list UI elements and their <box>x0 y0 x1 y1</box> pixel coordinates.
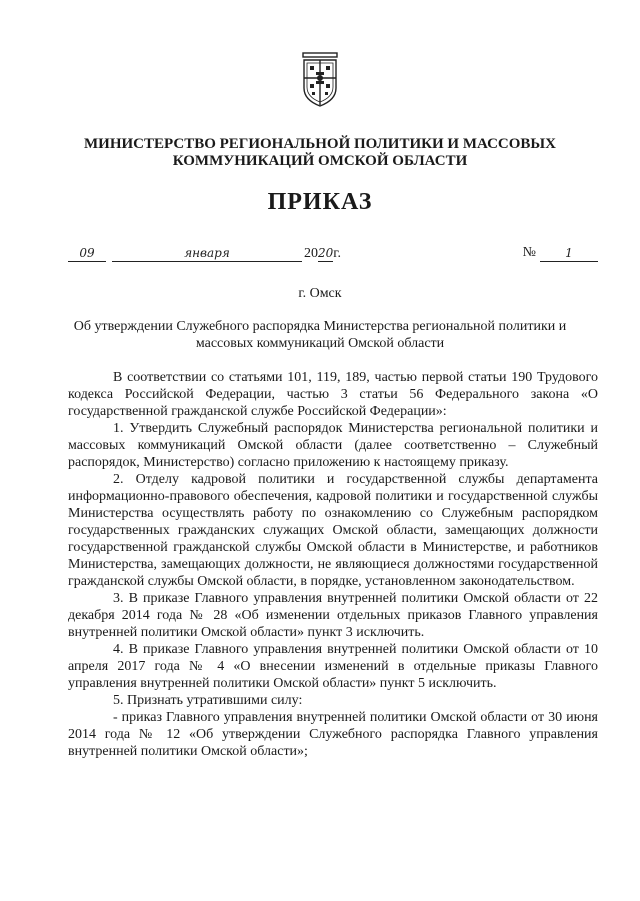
clause-2-paragraph: 2. Отделу кадровой политики и государственной службы департамента информационно-правового обеспечения, кадровой политики и государственной службы Министерства осуществлять работу по ознакомлению со Служебным распорядком государственных гражданских служащих Омской области, замещающих должности государственной гражданской службы Омской области в Министерстве, и работников Министерства, замещающих должности, не являющиеся должностями государственной гражданской службы Омской области, в порядке, установленном законодательством. <box>68 472 598 589</box>
clause-3-paragraph: 3. В приказе Главного управления внутренней политики Омской области от 22 декабря 2014 года № 28 «Об изменении отдельных приказов Главного управления внутренней политики Омской области» пункт 3 исключить. <box>68 591 598 640</box>
clause-4-paragraph: 4. В приказе Главного управления внутренней политики Омской области от 10 апреля 2017 года № 4 «О внесении изменений в отдельные приказы Главного управления внутренней политики Омской области» пункт 5 исключить. <box>68 642 598 691</box>
clause-1-paragraph: 1. Утвердить Служебный распорядок Министерства региональной политики и массовых коммуникаций Омской области (далее соответственно – Служебный распорядок, Министерство) согласно приложению к настоящему приказу. <box>68 421 598 470</box>
handwritten-day: 09 <box>68 245 106 262</box>
date-number-line <box>68 245 598 267</box>
city: г. Омск <box>298 286 342 301</box>
year-prefix: 20 <box>304 246 318 261</box>
order-title-line-1: Об утверждении Служебного распорядка Министерства региональной политики и <box>73 319 567 334</box>
year-field <box>304 245 341 262</box>
number-label: № <box>522 245 536 260</box>
order-body <box>68 369 598 760</box>
clause-5-item-paragraph: - приказ Главного управления внутренней политики Омской области от 30 июня 2014 года № 12 «Об утверждении Служебного распорядка Главного управления внутренней политики Омской области»; <box>68 710 598 759</box>
omsk-coat-of-arms-emblem <box>301 52 339 108</box>
handwritten-number: 1 <box>540 245 598 262</box>
clause-5-paragraph: 5. Признать утратившими силу: <box>113 693 303 708</box>
ministry-name <box>60 136 580 170</box>
preamble-paragraph: В соответствии со статьями 101, 119, 189, частью первой статьи 190 Трудового кодекса Российской Федерации, частью 3 статьи 56 Федерального закона «О государственной гражданской службе Российской Федерации»: <box>68 370 598 419</box>
ministry-name-line-1: МИНИСТЕРСТВО РЕГИОНАЛЬНОЙ ПОЛИТИКИ И МАССОВЫХ <box>84 136 556 152</box>
order-title <box>60 318 580 352</box>
handwritten-year: 20 <box>318 246 334 260</box>
handwritten-month: января <box>112 245 302 262</box>
order-title-line-2: массовых коммуникаций Омской области <box>195 336 445 351</box>
ministry-name-line-2: КОММУНИКАЦИЙ ОМСКОЙ ОБЛАСТИ <box>172 153 468 169</box>
document-type-heading: ПРИКАЗ <box>267 189 373 215</box>
year-suffix: г. <box>333 246 341 261</box>
